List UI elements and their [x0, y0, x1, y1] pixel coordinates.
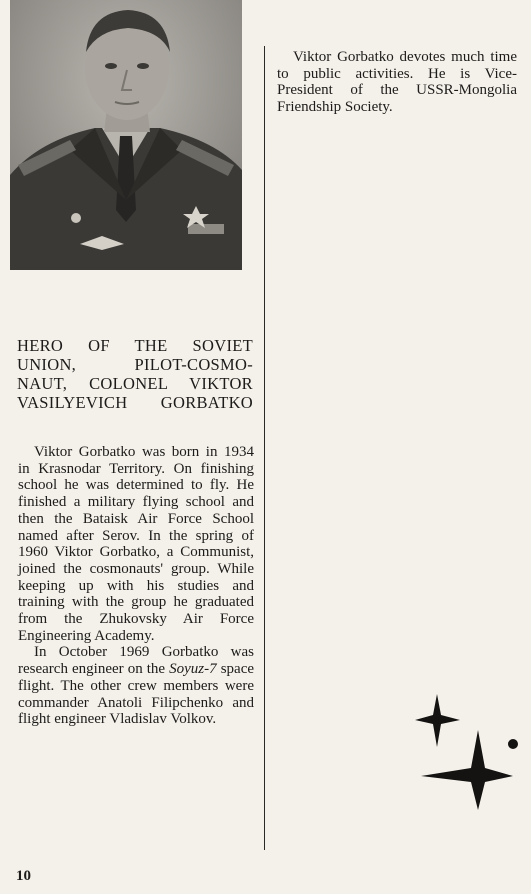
spacecraft-name: Soyuz-7	[169, 661, 217, 678]
column-divider	[264, 46, 265, 850]
flight-paragraph	[18, 644, 254, 728]
portrait-photo	[10, 0, 242, 270]
right-column-text	[277, 49, 517, 116]
public-activities-paragraph: Viktor Gorbatko devotes much time to public activities. He is Vice-President of the USSR-Mongolia Friendship Society.	[277, 49, 517, 116]
star-cluster-icon	[413, 690, 523, 810]
article-heading	[17, 336, 253, 412]
page-number: 10	[16, 868, 31, 884]
flight-text-end: space flight. The other crew members were commander Anatoli Filipchenko and flight engineer Vladislav Volkov.	[18, 661, 255, 728]
flight-text-start: In October 1969 Gorbatko was research engineer on the	[18, 644, 254, 678]
biography-paragraph: Viktor Gorbatko was born in 1934 in Krasnodar Territory. On finishing school he was determined to fly. He finished a military flying school and then the Bataisk Air Force School named after Serov. In the spring of 1960 Viktor Gorbatko, a Communist, joined the cosmonauts' group. While keeping up with his studies and training with the group he graduated from the Zhukovsky Air Force Engineering Academy.	[18, 444, 254, 644]
portrait-illustration	[10, 0, 242, 270]
small-star-icon	[415, 694, 460, 747]
left-column-text	[18, 444, 254, 728]
heading-line: UNION, PILOT-COSMO-	[17, 355, 253, 374]
heading-line: HERO OF THE SOVIET	[17, 336, 253, 355]
large-star-icon	[421, 730, 513, 810]
dot-icon	[508, 739, 518, 749]
heading-line: NAUT, COLONEL VIKTOR	[17, 374, 253, 393]
heading-line: VASILYEVICH GORBATKO	[17, 393, 253, 412]
